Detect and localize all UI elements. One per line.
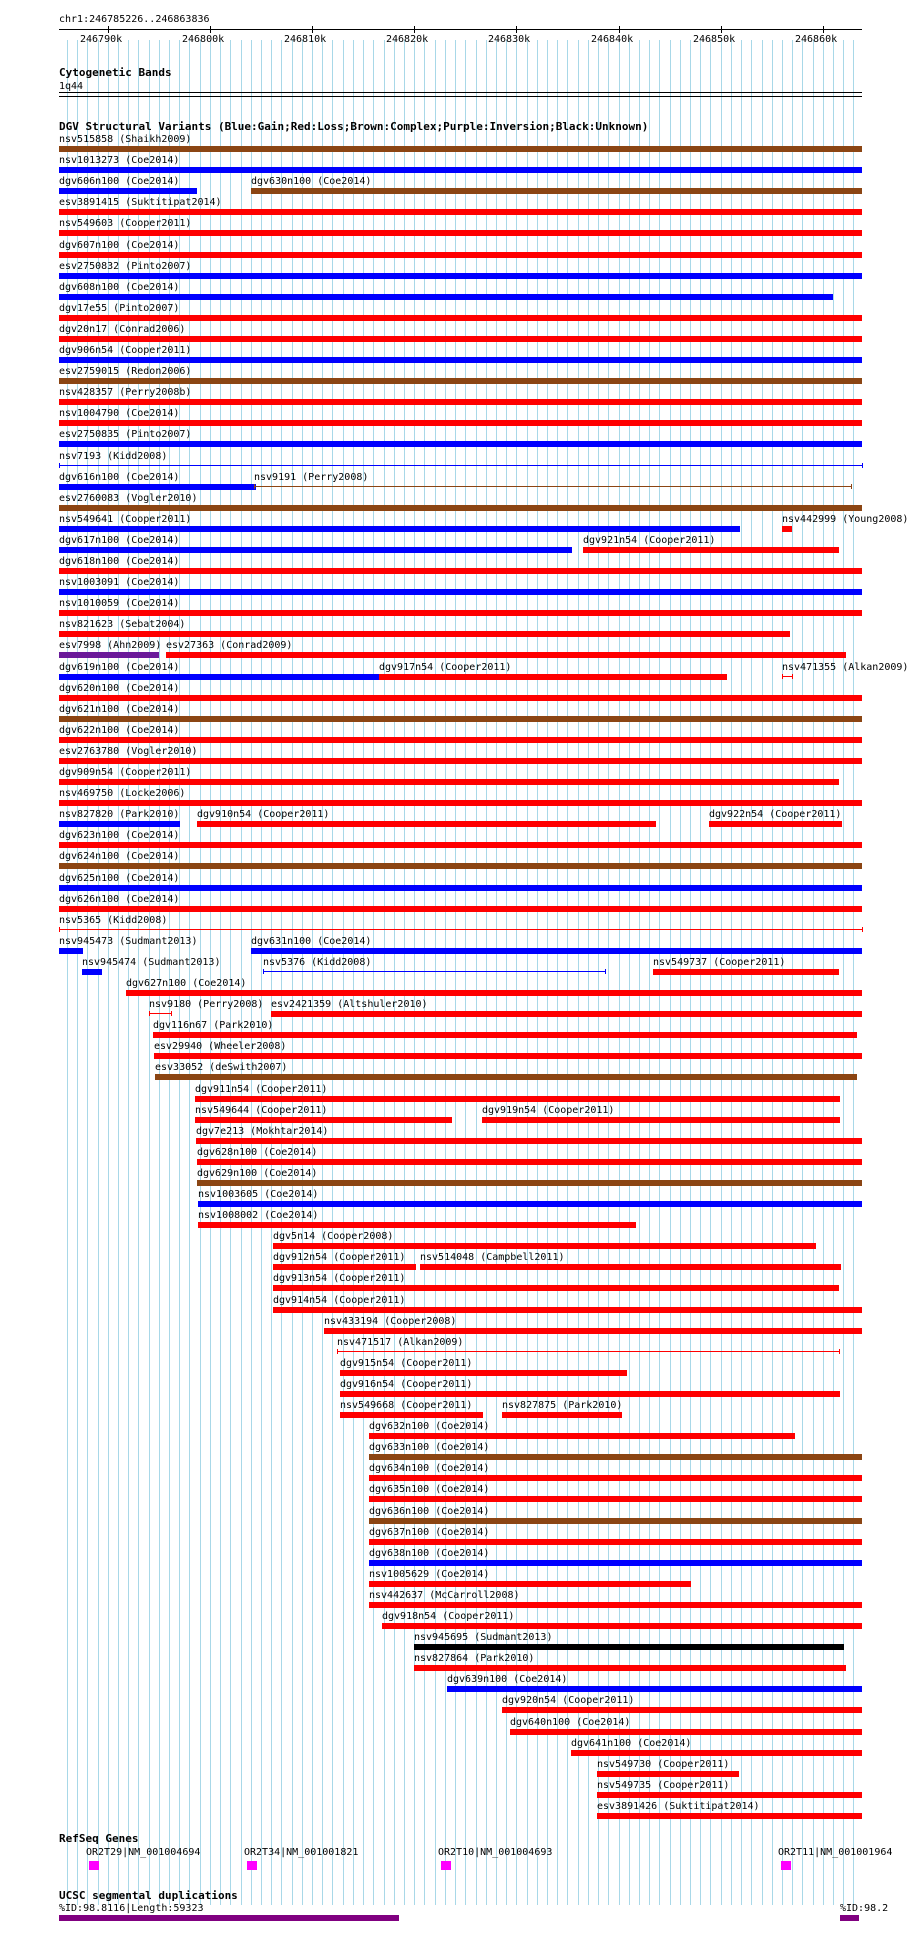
variant-label[interactable]: nsv945474 (Sudmant2013) — [82, 957, 221, 968]
variant-bar — [482, 1117, 840, 1123]
variant-label[interactable]: dgv626n100 (Coe2014) — [59, 894, 180, 905]
variant-bar — [379, 674, 727, 680]
variant-label[interactable]: nsv945473 (Sudmant2013) — [59, 936, 198, 947]
variant-bar — [273, 1307, 862, 1313]
segdup-label[interactable]: %ID:98.2 — [840, 1903, 889, 1914]
variant-bar — [59, 188, 197, 194]
variant-label[interactable]: nsv1003605 (Coe2014) — [198, 1189, 319, 1200]
variant-bar — [196, 1138, 862, 1144]
variant-bar — [510, 1729, 862, 1735]
variant-label[interactable]: dgv640n100 (Coe2014) — [510, 1717, 631, 1728]
variant-bar — [59, 484, 256, 490]
ruler-tick-label[interactable]: 246840k — [591, 34, 634, 45]
variant-label[interactable]: dgv116n67 (Park2010) — [153, 1020, 274, 1031]
variant-label[interactable]: dgv619n100 (Coe2014) — [59, 662, 180, 673]
variant-line — [337, 1351, 840, 1352]
variant-label[interactable]: esv2760083 (Vogler2010) — [59, 493, 198, 504]
variant-label[interactable]: dgv621n100 (Coe2014) — [59, 704, 180, 715]
variant-bar — [59, 610, 862, 616]
variant-label[interactable]: nsv1003091 (Coe2014) — [59, 577, 180, 588]
variant-label[interactable]: nsv827820 (Park2010) — [59, 809, 180, 820]
variant-bar — [59, 948, 83, 954]
ruler-tick-label[interactable]: 246810k — [284, 34, 327, 45]
variant-label[interactable]: esv29940 (Wheeler2008) — [154, 1041, 287, 1052]
variant-bar — [59, 695, 862, 701]
variant-label[interactable]: esv2750832 (Pinto2007) — [59, 261, 192, 272]
variant-bar — [59, 821, 180, 827]
variant-bar — [198, 1222, 636, 1228]
variant-label[interactable]: dgv906n54 (Cooper2011) — [59, 345, 192, 356]
gene-label[interactable]: OR2T34|NM_001001821 — [244, 1847, 359, 1858]
ruler-tick — [210, 26, 211, 33]
variant-bar — [369, 1518, 862, 1524]
variant-bar — [324, 1328, 862, 1334]
variant-label[interactable]: nsv469750 (Locke2006) — [59, 788, 186, 799]
variant-label[interactable]: dgv911n54 (Cooper2011) — [195, 1084, 328, 1095]
variant-bar — [369, 1475, 862, 1481]
gene-feature — [441, 1861, 451, 1870]
variant-label[interactable]: dgv629n100 (Coe2014) — [197, 1168, 318, 1179]
variant-label[interactable]: nsv9180 (Perry2008) — [149, 999, 264, 1010]
variant-label[interactable]: nsv442999 (Young2008) — [782, 514, 908, 525]
variant-bar — [571, 1750, 862, 1756]
variant-label[interactable]: dgv634n100 (Coe2014) — [369, 1463, 490, 1474]
variant-bar — [197, 1180, 862, 1186]
variant-label[interactable]: dgv637n100 (Coe2014) — [369, 1527, 490, 1538]
variant-bar — [502, 1412, 622, 1418]
ruler-tick — [312, 26, 313, 33]
variant-label[interactable]: nsv1010059 (Coe2014) — [59, 598, 180, 609]
ruler-tick — [414, 26, 415, 33]
variant-bar — [59, 842, 862, 848]
variant-label[interactable]: dgv618n100 (Coe2014) — [59, 556, 180, 567]
variant-line-end — [263, 969, 264, 974]
variant-label[interactable]: dgv922n54 (Cooper2011) — [709, 809, 842, 820]
variant-line — [59, 465, 862, 466]
variant-label[interactable]: dgv627n100 (Coe2014) — [126, 978, 247, 989]
variant-line-end — [792, 674, 793, 679]
ruler-axis — [59, 29, 862, 30]
ruler-tick-label[interactable]: 246860k — [795, 34, 838, 45]
variant-label[interactable]: nsv9191 (Perry2008) — [254, 472, 369, 483]
variant-bar — [59, 441, 862, 447]
variant-bar — [369, 1454, 862, 1460]
variant-label[interactable]: dgv606n100 (Coe2014) — [59, 176, 180, 187]
variant-label[interactable]: dgv633n100 (Coe2014) — [369, 1442, 490, 1453]
variant-bar — [369, 1539, 862, 1545]
variant-bar — [59, 315, 862, 321]
variant-label[interactable]: dgv920n54 (Cooper2011) — [502, 1695, 635, 1706]
gene-label[interactable]: OR2T29|NM_001004694 — [86, 1847, 201, 1858]
variant-bar — [273, 1264, 416, 1270]
segdup-track-title[interactable]: UCSC segmental duplications — [59, 1889, 238, 1902]
variant-line-end — [171, 1011, 172, 1016]
variant-line — [782, 676, 792, 677]
variant-bar — [369, 1560, 862, 1566]
variant-label[interactable]: dgv607n100 (Coe2014) — [59, 240, 180, 251]
variant-label[interactable]: dgv641n100 (Coe2014) — [571, 1738, 692, 1749]
variant-bar — [782, 526, 792, 532]
variant-bar — [369, 1496, 862, 1502]
variant-bar — [59, 906, 862, 912]
variant-label[interactable]: dgv631n100 (Coe2014) — [251, 936, 372, 947]
variant-label[interactable]: nsv549730 (Cooper2011) — [597, 1759, 730, 1770]
variant-bar — [82, 969, 102, 975]
ruler-position-label: chr1:246785226..246863836 — [59, 14, 210, 25]
variant-label[interactable]: nsv5376 (Kidd2008) — [263, 957, 372, 968]
ruler-tick — [516, 26, 517, 33]
variant-label[interactable]: dgv7e213 (Mokhtar2014) — [196, 1126, 329, 1137]
variant-label[interactable]: dgv918n54 (Cooper2011) — [382, 1611, 515, 1622]
ruler-tick — [823, 26, 824, 33]
variant-bar — [414, 1665, 846, 1671]
variant-bar — [59, 294, 833, 300]
variant-label[interactable]: nsv428357 (Perry2008b) — [59, 387, 192, 398]
gene-feature — [89, 1861, 99, 1870]
variant-label[interactable]: dgv17e55 (Pinto2007) — [59, 303, 180, 314]
variant-bar — [59, 273, 862, 279]
variant-bar — [59, 399, 862, 405]
variant-label[interactable]: nsv549668 (Cooper2011) — [340, 1400, 473, 1411]
variant-bar — [447, 1686, 862, 1692]
variant-bar — [197, 1159, 862, 1165]
variant-line-end — [839, 1349, 840, 1354]
gene-feature — [247, 1861, 257, 1870]
variant-bar — [653, 969, 839, 975]
variant-label[interactable]: nsv1008002 (Coe2014) — [198, 1210, 319, 1221]
variant-bar — [340, 1391, 840, 1397]
variant-label[interactable]: esv33052 (deSwith2007) — [155, 1062, 288, 1073]
variant-bar — [59, 589, 862, 595]
variant-line — [59, 929, 862, 930]
variant-bar — [59, 737, 862, 743]
variant-line-end — [851, 484, 852, 489]
variant-line-end — [149, 1011, 150, 1016]
variant-line-end — [605, 969, 606, 974]
variant-bar — [271, 1011, 862, 1017]
variant-label[interactable]: nsv433194 (Cooper2008) — [324, 1316, 457, 1327]
variant-label[interactable]: esv2750835 (Pinto2007) — [59, 429, 192, 440]
segdup-bar — [840, 1915, 859, 1921]
variant-label[interactable]: dgv919n54 (Cooper2011) — [482, 1105, 615, 1116]
variant-label[interactable]: dgv20n17 (Conrad2006) — [59, 324, 186, 335]
variant-label[interactable]: nsv549737 (Cooper2011) — [653, 957, 786, 968]
variant-bar — [583, 547, 839, 553]
variant-label[interactable]: dgv5n14 (Cooper2008) — [273, 1231, 394, 1242]
variant-bar — [59, 652, 159, 658]
ruler-tick — [619, 26, 620, 33]
variant-label[interactable]: esv2759015 (Redon2006) — [59, 366, 192, 377]
variant-bar — [59, 378, 862, 384]
variant-label[interactable]: esv3891426 (Suktitipat2014) — [597, 1801, 760, 1812]
variant-bar — [59, 800, 862, 806]
variant-bar — [59, 526, 740, 532]
variant-label[interactable]: dgv638n100 (Coe2014) — [369, 1548, 490, 1559]
variant-label[interactable]: nsv827875 (Park2010) — [502, 1400, 623, 1411]
ruler-tick — [721, 26, 722, 33]
variant-label[interactable]: esv2421359 (Altshuler2010) — [271, 999, 428, 1010]
variant-bar — [197, 821, 656, 827]
variant-label[interactable]: nsv7193 (Kidd2008) — [59, 451, 168, 462]
variant-bar — [59, 357, 862, 363]
variant-bar — [597, 1771, 739, 1777]
variant-label[interactable]: dgv632n100 (Coe2014) — [369, 1421, 490, 1432]
variant-bar — [59, 146, 862, 152]
variant-bar — [59, 230, 862, 236]
variant-bar — [59, 547, 572, 553]
variant-label[interactable]: dgv910n54 (Cooper2011) — [197, 809, 330, 820]
variant-bar — [59, 863, 862, 869]
ruler-tick-label[interactable]: 246820k — [386, 34, 429, 45]
variant-line-end — [59, 463, 60, 468]
variant-bar — [59, 505, 862, 511]
variant-label[interactable]: nsv549603 (Cooper2011) — [59, 218, 192, 229]
gene-label[interactable]: OR2T11|NM_001001964 — [778, 1847, 893, 1858]
variant-bar — [369, 1433, 795, 1439]
ruler-tick-label[interactable]: 246830k — [488, 34, 531, 45]
variant-label[interactable]: dgv608n100 (Coe2014) — [59, 282, 180, 293]
variant-line-end — [337, 1349, 338, 1354]
ruler-tick-label[interactable]: 246850k — [693, 34, 736, 45]
variant-line-end — [254, 484, 255, 489]
variant-bar — [59, 336, 862, 342]
variant-label[interactable]: nsv471355 (Alkan2009) — [782, 662, 908, 673]
variant-line-end — [862, 927, 863, 932]
variant-label[interactable]: esv7998 (Ahn2009) — [59, 640, 162, 651]
variant-bar — [198, 1201, 862, 1207]
variant-label[interactable]: dgv921n54 (Cooper2011) — [583, 535, 716, 546]
variant-bar — [340, 1370, 627, 1376]
variant-label[interactable]: dgv635n100 (Coe2014) — [369, 1484, 490, 1495]
variant-label[interactable]: nsv549641 (Cooper2011) — [59, 514, 192, 525]
gene-feature — [781, 1861, 791, 1870]
variant-label[interactable]: nsv549644 (Cooper2011) — [195, 1105, 328, 1116]
variant-bar — [126, 990, 862, 996]
variant-label[interactable]: dgv625n100 (Coe2014) — [59, 873, 180, 884]
variant-label[interactable]: nsv821623 (Sebat2004) — [59, 619, 186, 630]
variant-label[interactable]: esv2763780 (Vogler2010) — [59, 746, 198, 757]
variant-label[interactable]: dgv909n54 (Cooper2011) — [59, 767, 192, 778]
variant-label[interactable]: dgv630n100 (Coe2014) — [251, 176, 372, 187]
variant-bar — [155, 1074, 857, 1080]
variant-bar — [153, 1032, 857, 1038]
variant-bar — [59, 209, 862, 215]
variant-label[interactable]: dgv916n54 (Cooper2011) — [340, 1379, 473, 1390]
variant-label[interactable]: dgv917n54 (Cooper2011) — [379, 662, 512, 673]
variant-bar — [414, 1644, 844, 1650]
variant-bar — [59, 420, 862, 426]
variant-label[interactable]: nsv471517 (Alkan2009) — [337, 1337, 464, 1348]
variant-bar — [154, 1053, 862, 1059]
cytoband-label: 1q44 — [59, 81, 84, 92]
variant-bar — [59, 716, 862, 722]
variant-label[interactable]: dgv623n100 (Coe2014) — [59, 830, 180, 841]
segdup-bar — [59, 1915, 399, 1921]
dgv-track-title[interactable]: DGV Structural Variants (Blue:Gain;Red:Loss;Brown:Complex;Purple:Inversion;Black:Unknown) — [59, 120, 649, 133]
variant-bar — [59, 779, 839, 785]
variant-bar — [195, 1096, 840, 1102]
variant-bar — [59, 674, 379, 680]
refseq-track-title[interactable]: RefSeq Genes — [59, 1832, 139, 1845]
variant-label[interactable]: esv3891415 (Suktitipat2014) — [59, 197, 222, 208]
gene-label[interactable]: OR2T10|NM_001004693 — [438, 1847, 553, 1858]
variant-bar — [382, 1623, 862, 1629]
variant-label[interactable]: dgv639n100 (Coe2014) — [447, 1674, 568, 1685]
variant-bar — [420, 1264, 841, 1270]
variant-label[interactable]: dgv616n100 (Coe2014) — [59, 472, 180, 483]
variant-label[interactable]: dgv912n54 (Cooper2011) — [273, 1252, 406, 1263]
variant-label[interactable]: nsv827864 (Park2010) — [414, 1653, 535, 1664]
variant-label[interactable]: dgv620n100 (Coe2014) — [59, 683, 180, 694]
variant-label[interactable]: dgv624n100 (Coe2014) — [59, 851, 180, 862]
cytoband-divider-top — [59, 92, 862, 93]
variant-label[interactable]: nsv442637 (McCarroll2008) — [369, 1590, 520, 1601]
variant-bar — [59, 885, 862, 891]
variant-bar — [369, 1581, 691, 1587]
ruler-tick-label[interactable]: 246790k — [80, 34, 123, 45]
variant-bar — [709, 821, 842, 827]
variant-bar — [166, 652, 846, 658]
ruler-tick — [108, 26, 109, 33]
variant-label[interactable]: nsv945695 (Sudmant2013) — [414, 1632, 553, 1643]
variant-label[interactable]: dgv915n54 (Cooper2011) — [340, 1358, 473, 1369]
variant-bar — [273, 1285, 839, 1291]
variant-label[interactable]: nsv1004790 (Coe2014) — [59, 408, 180, 419]
variant-label[interactable]: nsv1013273 (Coe2014) — [59, 155, 180, 166]
variant-bar — [597, 1813, 862, 1819]
variant-line — [254, 486, 852, 487]
variant-bar — [597, 1792, 862, 1798]
variant-line-end — [59, 927, 60, 932]
variant-label[interactable]: nsv514048 (Campbell2011) — [420, 1252, 565, 1263]
variant-label[interactable]: esv27363 (Conrad2009) — [166, 640, 293, 651]
variant-bar — [59, 568, 862, 574]
variant-label[interactable]: dgv617n100 (Coe2014) — [59, 535, 180, 546]
variant-bar — [502, 1707, 862, 1713]
variant-label[interactable]: dgv628n100 (Coe2014) — [197, 1147, 318, 1158]
cytoband-track-title[interactable]: Cytogenetic Bands — [59, 66, 172, 79]
segdup-label[interactable]: %ID:98.8116|Length:59323 — [59, 1903, 204, 1914]
variant-line — [149, 1013, 171, 1014]
variant-label[interactable]: dgv914n54 (Cooper2011) — [273, 1295, 406, 1306]
variant-line-end — [862, 463, 863, 468]
variant-label[interactable]: dgv913n54 (Cooper2011) — [273, 1273, 406, 1284]
variant-bar — [273, 1243, 816, 1249]
variant-label[interactable]: nsv5365 (Kidd2008) — [59, 915, 168, 926]
variant-bar — [195, 1117, 452, 1123]
variant-bar — [251, 948, 862, 954]
variant-line-end — [782, 674, 783, 679]
variant-bar — [59, 167, 862, 173]
variant-bar — [251, 188, 862, 194]
variant-label[interactable]: dgv636n100 (Coe2014) — [369, 1506, 490, 1517]
variant-label[interactable]: dgv622n100 (Coe2014) — [59, 725, 180, 736]
variant-label[interactable]: nsv515858 (Shaikh2009) — [59, 134, 192, 145]
cytoband-divider-bottom — [59, 96, 862, 97]
variant-bar — [59, 758, 862, 764]
variant-bar — [369, 1602, 862, 1608]
variant-bar — [59, 631, 790, 637]
ruler-tick-label[interactable]: 246800k — [182, 34, 225, 45]
variant-label[interactable]: nsv1005629 (Coe2014) — [369, 1569, 490, 1580]
variant-bar — [340, 1412, 483, 1418]
variant-line — [263, 971, 605, 972]
variant-label[interactable]: nsv549735 (Cooper2011) — [597, 1780, 730, 1791]
variant-bar — [59, 252, 862, 258]
